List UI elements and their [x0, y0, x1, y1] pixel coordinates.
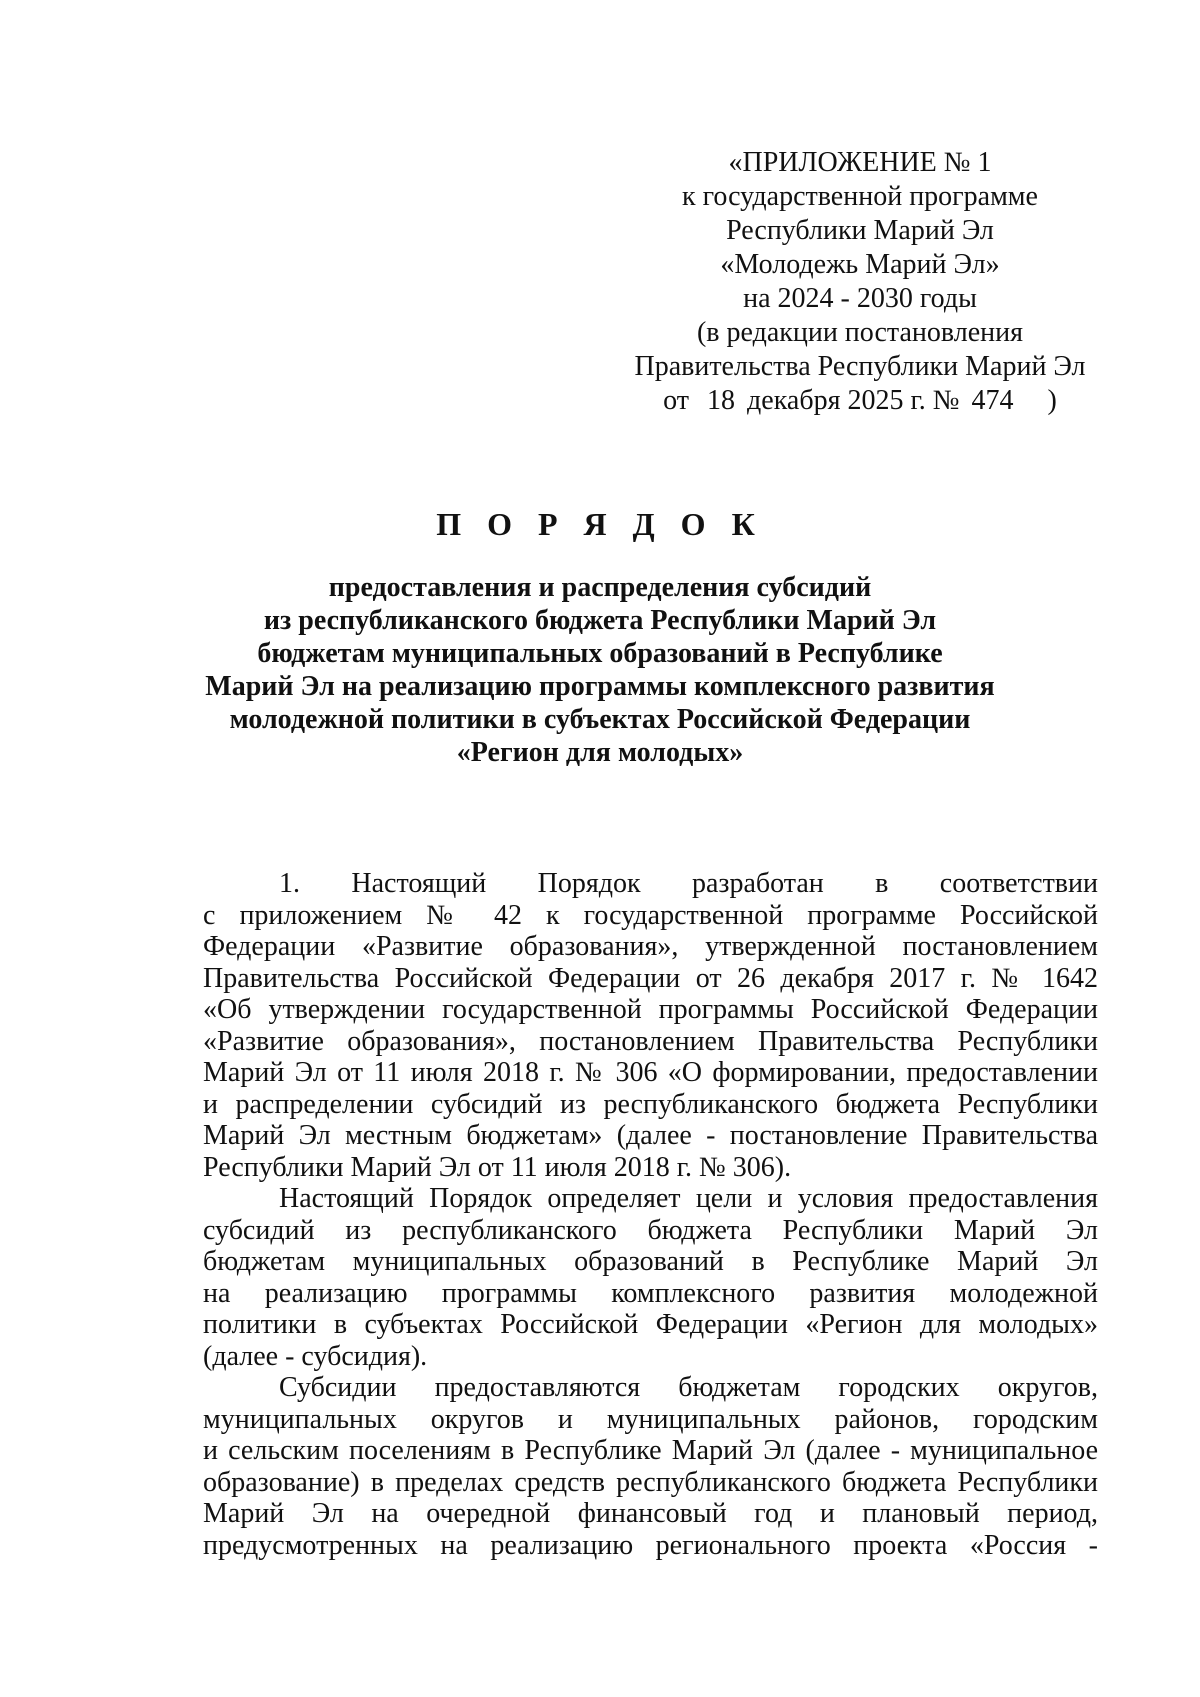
- body-line: образование) в пределах средств республиканского бюджета Республики: [203, 1466, 1098, 1498]
- body-line: Марий Эл от 11 июля 2018 г. № 306 «О формировании, предоставлении: [203, 1057, 1098, 1088]
- date-day: 18: [707, 385, 736, 416]
- appendix-line: (в редакции постановления: [696, 317, 1024, 348]
- appendix-line: «ПРИЛОЖЕНИЕ № 1: [728, 147, 992, 178]
- body-line: Настоящий Порядок определяет цели и условия предоставления: [279, 1183, 1098, 1214]
- body-line: и распределении субсидий из республиканского бюджета Республики: [203, 1088, 1098, 1120]
- body-line: предусмотренных на реализацию регионального проекта «Россия -: [203, 1529, 1098, 1561]
- body-line: муниципальных округов и муниципальных районов, городским: [203, 1403, 1098, 1435]
- document-title: П О Р Я Д О К: [436, 506, 764, 542]
- appendix-line: к государственной программе: [682, 181, 1038, 212]
- body-line: субсидий из республиканского бюджета Республики Марий Эл: [203, 1214, 1098, 1246]
- body-line: Субсидии предоставляются бюджетам городских округов,: [279, 1372, 1098, 1403]
- subtitle-line: бюджетам муниципальных образований в Республике: [257, 638, 943, 669]
- body-line: на реализацию программы комплексного развития молодежной: [203, 1277, 1098, 1309]
- body-line: Марий Эл на очередной финансовый год и плановый период,: [203, 1498, 1098, 1529]
- body-line: и сельским поселениям в Республике Марий Эл (далее - муниципальное: [203, 1435, 1098, 1466]
- subtitle-line: «Регион для молодых»: [456, 737, 744, 768]
- body-line: Федерации «Развитие образования», утвержденной постановлением: [203, 931, 1098, 962]
- subtitle-line: молодежной политики в субъектах Российской Федерации: [229, 704, 971, 735]
- body-line: (далее - субсидия).: [203, 1340, 428, 1372]
- document-body: [203, 868, 1098, 1561]
- appendix-header: [600, 146, 1120, 418]
- body-line: Марий Эл местным бюджетам» (далее - постановление Правительства: [203, 1120, 1098, 1151]
- doc-number: 474: [971, 385, 1014, 416]
- body-line: 1. Настоящий Порядок разработан в соответствии: [279, 868, 1098, 899]
- date-rest: декабря 2025 г. №: [747, 385, 960, 416]
- appendix-line: Правительства Республики Марий Эл: [634, 351, 1086, 382]
- appendix-line: Республики Марий Эл: [726, 215, 994, 246]
- body-line: с приложением № 42 к государственной программе Российской: [203, 899, 1098, 931]
- body-line: Республики Марий Эл от 11 июля 2018 г. № 306).: [203, 1151, 792, 1183]
- appendix-date-line: [600, 384, 1120, 418]
- appendix-line: на 2024 - 2030 годы: [743, 283, 977, 314]
- subtitle-line: из республиканского бюджета Республики Марий Эл: [263, 605, 937, 636]
- subtitle-line: предоставления и распределения субсидий: [328, 572, 872, 603]
- body-line: политики в субъектах Российской Федерации «Регион для молодых»: [203, 1309, 1098, 1340]
- body-line: «Развитие образования», постановлением Правительства Республики: [203, 1025, 1098, 1057]
- body-line: бюджетам муниципальных образований в Республике Марий Эл: [203, 1246, 1098, 1277]
- body-line: «Об утверждении государственной программы Российской Федерации: [203, 994, 1098, 1025]
- appendix-line: «Молодежь Марий Эл»: [720, 249, 1000, 280]
- closing-paren: ): [1047, 385, 1057, 416]
- body-line: Правительства Российской Федерации от 26 декабря 2017 г. № 1642: [203, 962, 1098, 994]
- date-prefix: от: [663, 385, 690, 416]
- document-subtitle: [150, 571, 1050, 769]
- subtitle-line: Марий Эл на реализацию программы комплексного развития: [205, 671, 995, 702]
